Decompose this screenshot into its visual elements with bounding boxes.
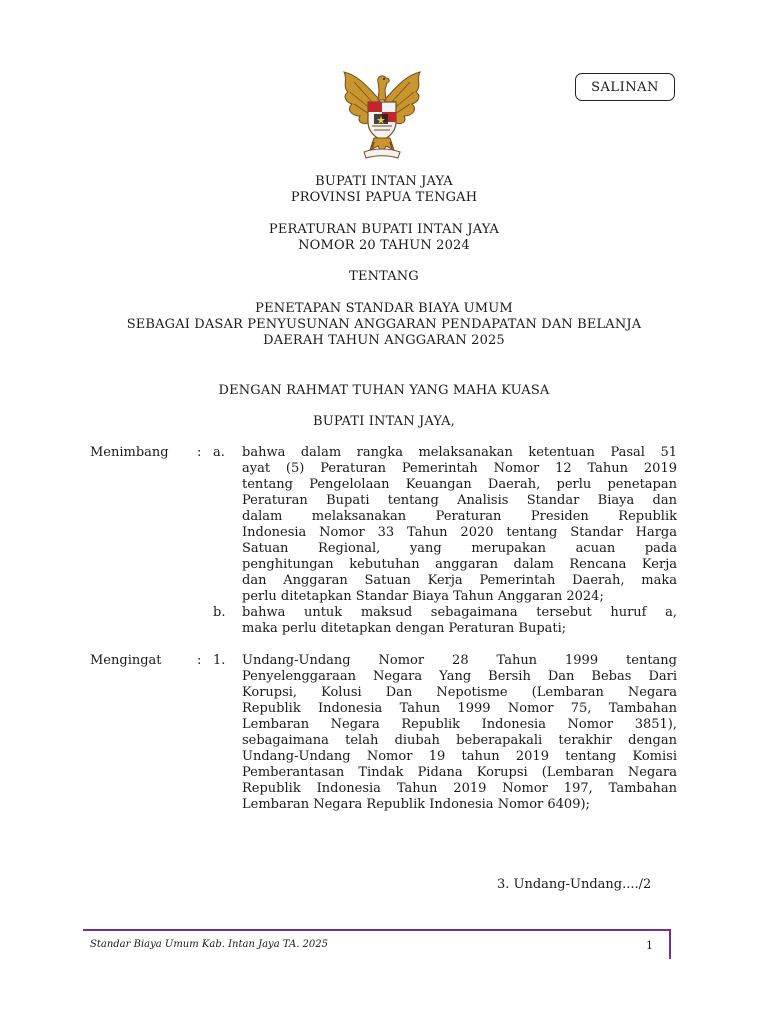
issuer-province: PROVINSI PAPUA TENGAH — [290, 190, 478, 205]
subject-line-3: DAERAH TAHUN ANGGARAN 2025 — [263, 333, 505, 348]
subject-line-1: PENETAPAN STANDAR BIAYA UMUM — [255, 301, 513, 316]
text-line: Indonesia Nomor 33 Tahun 2020 tentang Standar Harga — [242, 525, 677, 540]
page-number: 1 — [646, 939, 653, 952]
text-line: Lembaran Negara Republik Indonesia Nomor 6409); — [242, 797, 590, 812]
text-line: Undang-Undang Nomor 28 Tahun 1999 tentang — [242, 653, 677, 668]
menimbang-marker-a: a. — [213, 445, 225, 460]
regulation-title: PERATURAN BUPATI INTAN JAYA — [268, 222, 500, 237]
continuation-note: 3. Undang-Undang..../2 — [497, 877, 652, 892]
text-line: maka perlu ditetapkan dengan Peraturan Bupati; — [242, 621, 567, 636]
text-line: Peraturan Bupati tentang Analisis Standar Biaya dan — [242, 493, 677, 508]
text-line: bahwa dalam rangka melaksanakan ketentuan Pasal 51 — [242, 445, 677, 460]
footer-divider — [83, 929, 669, 931]
text-line: Lembaran Negara Republik Indonesia Nomor 3851), — [242, 717, 677, 732]
text-line: Penyelenggaraan Negara Yang Bersih Dan Bebas Dari — [242, 669, 677, 684]
text-line: penghitungan kebutuhan anggaran dalam Rencana Kerja — [242, 557, 677, 572]
text-line: ayat (5) Peraturan Pemerintah Nomor 12 Tahun 2019 — [242, 461, 677, 476]
text-line: dan Anggaran Satuan Kerja Pemerintah Daerah, maka — [242, 573, 677, 588]
menimbang-label: Menimbang — [90, 445, 169, 460]
invocation: DENGAN RAHMAT TUHAN YANG MAHA KUASA — [218, 383, 550, 398]
mengingat-colon: : — [197, 653, 202, 668]
text-line: Satuan Regional, yang merupakan acuan pada — [242, 541, 677, 556]
regulation-number: NOMOR 20 TAHUN 2024 — [298, 238, 470, 253]
text-line: perlu ditetapkan Standar Biaya Tahun Anggaran 2024; — [242, 589, 604, 604]
salinan-stamp: SALINAN — [575, 73, 675, 101]
text-line: sebagaimana telah diubah beberapakali terakhir dengan — [242, 733, 677, 748]
footer-corner-divider — [669, 929, 671, 959]
text-line: bahwa untuk maksud sebagaimana tersebut huruf a, — [242, 605, 677, 620]
footer-text: Standar Biaya Umum Kab. Intan Jaya TA. 2025 — [90, 939, 328, 950]
text-line: Pemberantasan Tindak Pidana Korupsi (Lembaran Negara — [242, 765, 677, 780]
text-line: Republik Indonesia Tahun 1999 Nomor 75, Tambahan — [242, 701, 677, 716]
menimbang-colon: : — [197, 445, 202, 460]
issuer-title: BUPATI INTAN JAYA — [315, 174, 453, 189]
text-line: Undang-Undang Nomor 19 tahun 2019 tentang Komisi — [242, 749, 677, 764]
garuda-pancasila-emblem-icon — [334, 70, 430, 162]
mengingat-label: Mengingat — [90, 653, 162, 668]
text-line: Korupsi, Kolusi Dan Nepotisme (Lembaran Negara — [242, 685, 677, 700]
mengingat-marker-1: 1. — [213, 653, 226, 668]
subject-line-2: SEBAGAI DASAR PENYUSUNAN ANGGARAN PENDAPATAN DAN BELANJA — [126, 317, 642, 332]
about-heading: TENTANG — [349, 269, 419, 284]
menimbang-marker-b: b. — [213, 605, 226, 620]
authority-heading: BUPATI INTAN JAYA, — [313, 414, 455, 429]
text-line: dalam melaksanakan Peraturan Presiden Republik — [242, 509, 677, 524]
text-line: tentang Pengelolaan Keuangan Daerah, perlu penetapan — [242, 477, 677, 492]
text-line: Republik Indonesia Tahun 2019 Nomor 197, Tambahan — [242, 781, 677, 796]
